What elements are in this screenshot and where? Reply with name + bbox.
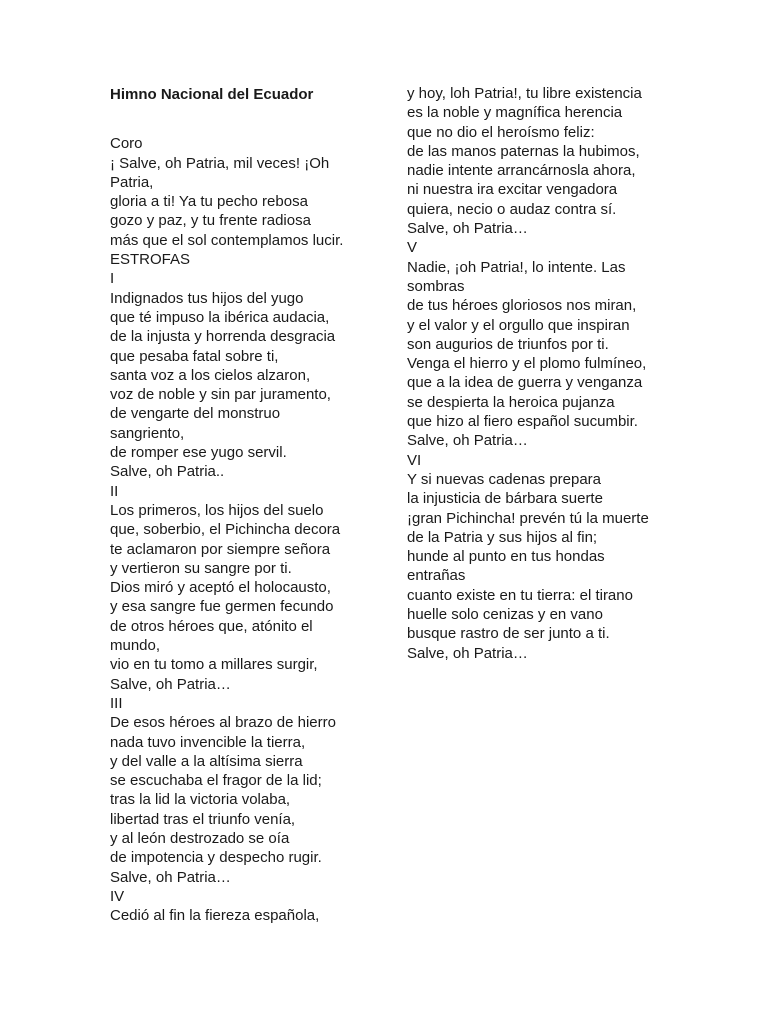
text-line: de las manos paternas la hubimos, [407, 142, 640, 160]
text-line: voz de noble y sin par juramento, [110, 386, 331, 404]
document-title: Himno Nacional del Ecuador [110, 86, 314, 103]
text-line: que hizo al fiero español sucumbir. [407, 413, 638, 431]
text-line: tras la lid la victoria volaba, [110, 791, 291, 809]
text-line: Salve, oh Patria… [110, 675, 231, 693]
text-line: y hoy, loh Patria!, tu libre existencia [407, 85, 642, 102]
text-line: y al león destrozado se oía [110, 829, 290, 847]
text-line: Y si nuevas cadenas prepara [407, 470, 602, 488]
text-line: Salve, oh Patria.. [110, 463, 225, 481]
text-line: Coro [110, 135, 143, 153]
text-line: vio en tu tomo a millares surgir, [110, 656, 318, 674]
text-line: busque rastro de ser junto a ti. [407, 625, 610, 643]
text-line: gloria a ti! Ya tu pecho rebosa [110, 193, 308, 211]
text-line: la injusticia de bárbara suerte [407, 490, 603, 508]
text-line: de la Patria y sus hijos al fin; [407, 528, 598, 546]
text-line: que pesaba fatal sobre ti, [110, 347, 279, 365]
text-line: cuanto existe en tu tierra: el tirano [407, 586, 633, 604]
text-line: y el valor y el orgullo que inspiran [407, 316, 630, 334]
text-line: de vengarte del monstruo [110, 405, 281, 423]
text-line: ¡gran Pichincha! prevén tú la muerte [407, 509, 649, 527]
text-line: que, soberbio, el Pichincha decora [110, 521, 341, 539]
text-line: De esos héroes al brazo de hierro [110, 714, 336, 732]
text-line: de impotencia y despecho rugir. [110, 849, 322, 867]
text-line: ni nuestra ira excitar vengadora [407, 181, 618, 199]
text-line: Salve, oh Patria… [407, 220, 528, 238]
text-line: es la noble y magnífica herencia [407, 104, 623, 122]
text-line: te aclamaron por siempre señora [110, 540, 331, 558]
text-line: más que el sol contemplamos lucir. [110, 231, 344, 249]
text-line: libertad tras el triunfo venía, [110, 810, 296, 828]
text-line: hunde al punto en tus hondas [407, 548, 605, 566]
text-line: nada tuvo invencible la tierra, [110, 733, 306, 751]
text-line: y del valle a la altísima sierra [110, 752, 303, 770]
text-line: que té impuso la ibérica audacia, [110, 308, 330, 326]
text-line: entrañas [407, 567, 466, 585]
text-line: sangriento, [110, 424, 185, 442]
text-line: Nadie, ¡oh Patria!, lo intente. Las [407, 258, 626, 276]
text-line: de otros héroes que, atónito el [110, 617, 313, 635]
text-line: ESTROFAS [110, 251, 191, 269]
text-line: Salve, oh Patria… [407, 644, 528, 662]
text-line: se escuchaba el fragor de la lid; [110, 772, 322, 790]
text-line: y vertieron su sangre por ti. [110, 559, 292, 577]
text-line: ¡ Salve, oh Patria, mil veces! ¡Oh [110, 154, 330, 172]
text-line: I [110, 270, 115, 288]
text-line: y esa sangre fue germen fecundo [110, 598, 334, 616]
text-line: Los primeros, los hijos del suelo [110, 501, 324, 519]
text-line: mundo, [110, 637, 161, 655]
text-line: son augurios de triunfos por ti. [407, 335, 609, 353]
text-line: huelle solo cenizas y en vano [407, 606, 603, 624]
text-line: que no dio el heroísmo feliz: [407, 123, 595, 141]
text-line: III [110, 694, 123, 712]
text-line: se despierta la heroica pujanza [407, 393, 615, 411]
text-line: Salve, oh Patria… [407, 432, 528, 450]
text-line: IV [110, 887, 125, 905]
text-line: sombras [407, 277, 465, 295]
text-line: santa voz a los cielos alzaron, [110, 366, 311, 384]
text-line: Cedió al fin la fiereza española, [110, 907, 320, 925]
text-line: de la injusta y horrenda desgracia [110, 328, 336, 346]
text-line: nadie intente arrancárnosla ahora, [407, 162, 636, 180]
text-line: Dios miró y aceptó el holocausto, [110, 579, 331, 597]
text-line: que a la idea de guerra y venganza [407, 374, 643, 392]
text-line: II [110, 482, 119, 500]
text-line: Venga el hierro y el plomo fulmíneo, [407, 355, 647, 373]
text-line: Patria, [110, 173, 154, 191]
text-line: de romper ese yugo servil. [110, 444, 287, 462]
text-line: Salve, oh Patria… [110, 868, 231, 886]
text-line: quiera, necio o audaz contra sí. [407, 200, 617, 218]
text-line: Indignados tus hijos del yugo [110, 289, 304, 307]
right-column [407, 84, 672, 663]
text-line: de tus héroes gloriosos nos miran, [407, 297, 637, 315]
text-line: VI [407, 451, 422, 469]
text-line: gozo y paz, y tu frente radiosa [110, 212, 311, 230]
text-line: V [407, 239, 418, 257]
left-column [110, 84, 375, 925]
